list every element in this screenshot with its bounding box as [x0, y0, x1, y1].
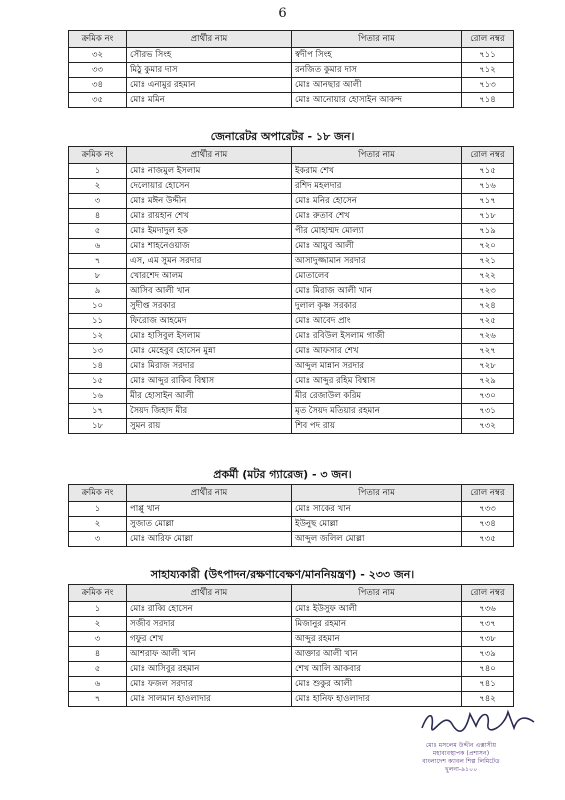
header-roll: রোল নম্বর [462, 485, 514, 502]
cell-candidate-name: গফুর শেখ [127, 632, 292, 647]
cell-serial: ৮ [69, 269, 127, 284]
cell-father-name: মোঃ আয়ুব আলী [292, 239, 462, 254]
table-row [69, 662, 514, 677]
stamp-line: বাংলাদেশ ক্যাবল শিল্প লিমিটেড [422, 758, 500, 765]
cell-father-name: ইউনুছ মোল্লা [292, 517, 462, 532]
cell-roll: ৭১৪ [462, 93, 514, 108]
table-row [69, 179, 514, 194]
stamp-line: খুলনা-৯১০০ [444, 766, 478, 773]
cell-candidate-name: মোঃ আসিবুর রহমান [127, 662, 292, 677]
table-row [69, 502, 514, 517]
cell-candidate-name: মোঃ নাজমুল ইসলাম [127, 164, 292, 179]
cell-roll: ৭৩৭ [462, 617, 514, 632]
table-row [69, 224, 514, 239]
cell-candidate-name: সৌরভ সিংহ [127, 48, 292, 63]
cell-candidate-name: মোঃ এনামুর রহমান [127, 78, 292, 93]
cell-father-name: মোতালেব [292, 269, 462, 284]
cell-father-name: মোঃ সাকের খান [292, 502, 462, 517]
table-row [69, 284, 514, 299]
cell-father-name: মোঃ রবিউল ইসলাম গাজী [292, 329, 462, 344]
header-father: পিতার নাম [292, 31, 462, 48]
cell-candidate-name: মোঃ রাব্বি হোসেন [127, 602, 292, 617]
cell-roll: ৭৩৫ [462, 532, 514, 547]
cell-roll: ৭৩০ [462, 389, 514, 404]
table-row [69, 677, 514, 692]
cell-roll: ৭৩৬ [462, 602, 514, 617]
cell-roll: ৭২৮ [462, 359, 514, 374]
cell-roll: ৭১৩ [462, 78, 514, 93]
cell-serial: ৬ [69, 239, 127, 254]
cell-serial: ৫ [69, 662, 127, 677]
cell-father-name: আব্দুর রহমান [292, 632, 462, 647]
section-heading-generator-operator: জেনারেটর অপারেটর - ১৮ জন। [210, 130, 355, 143]
cell-candidate-name: মোঃ আব্দুর রাকিব বিশ্বাস [127, 374, 292, 389]
table-row [69, 359, 514, 374]
cell-candidate-name: সজীব সরদার [127, 617, 292, 632]
cell-candidate-name: আশরাফ আলী খান [127, 647, 292, 662]
cell-roll: ৭১৭ [462, 194, 514, 209]
cell-father-name: মোঃ ইউসুফ আলী [292, 602, 462, 617]
page-number: 6 [278, 6, 287, 21]
table-row [69, 647, 514, 662]
table-generator-operator [68, 146, 514, 434]
cell-roll: ৭৩৯ [462, 647, 514, 662]
header-serial: ক্রমিক নং [69, 485, 127, 502]
header-name: প্রার্থীর নাম [127, 585, 292, 602]
cell-roll: ৭৩৪ [462, 517, 514, 532]
table-row [69, 78, 514, 93]
cell-candidate-name: মোঃ মিরাজ সরদার [127, 359, 292, 374]
cell-roll: ৭৪১ [462, 677, 514, 692]
header-roll: রোল নম্বর [462, 31, 514, 48]
cell-father-name: মোঃ আনোয়ার হোসাইন আকন্দ [292, 93, 462, 108]
cell-serial: ১৪ [69, 359, 127, 374]
cell-roll: ৭২১ [462, 254, 514, 269]
cell-candidate-name: ফিরোজ আহমেদ [127, 314, 292, 329]
stamp-line: মোঃ মসলেম উদ্দীন এক্সাসীয় [425, 742, 497, 749]
table-row [69, 602, 514, 617]
cell-serial: ৩ [69, 194, 127, 209]
header-serial: ক্রমিক নং [69, 585, 127, 602]
cell-father-name: মোঃ হানিফ হাওলাদার [292, 692, 462, 707]
cell-candidate-name: সুদীপ্ত সরকার [127, 299, 292, 314]
cell-father-name: পীর মোহাম্মদ মোল্যা [292, 224, 462, 239]
cell-candidate-name: মোঃ সালমান হাওলাদার [127, 692, 292, 707]
cell-roll: ৭২৭ [462, 344, 514, 359]
cell-serial: ৩৩ [69, 63, 127, 78]
cell-roll: ৭২২ [462, 269, 514, 284]
cell-candidate-name: মোঃ আরিফ মোল্লা [127, 532, 292, 547]
cell-roll: ৭৪০ [462, 662, 514, 677]
table-row [69, 93, 514, 108]
cell-serial: ১১ [69, 314, 127, 329]
header-name: প্রার্থীর নাম [127, 485, 292, 502]
table-row [69, 314, 514, 329]
header-father: পিতার নাম [292, 485, 462, 502]
cell-father-name: মৃত সৈয়দ মতিয়ার রহমান [292, 404, 462, 419]
cell-candidate-name: মিঠু কুমার দাস [127, 63, 292, 78]
cell-father-name: মোঃ আফসার শেখ [292, 344, 462, 359]
cell-father-name: মোঃ আনছার আলী [292, 78, 462, 93]
cell-roll: ৭১১ [462, 48, 514, 63]
cell-candidate-name: সুজাত মোল্লা [127, 517, 292, 532]
cell-candidate-name: মোঃ ফজল সরদার [127, 677, 292, 692]
table-row [69, 389, 514, 404]
cell-serial: ১৮ [69, 419, 127, 434]
cell-serial: ৪ [69, 209, 127, 224]
cell-serial: ২ [69, 517, 127, 532]
cell-serial: ১৭ [69, 404, 127, 419]
cell-roll: ৭২৯ [462, 374, 514, 389]
table-row [69, 48, 514, 63]
cell-father-name: দুলাল কৃষ্ণ সরকার [292, 299, 462, 314]
cell-roll: ৭৩৮ [462, 632, 514, 647]
cell-father-name: মোঃ রুতাব শেখ [292, 209, 462, 224]
table-row [69, 329, 514, 344]
table-row [69, 692, 514, 707]
cell-candidate-name: এস, এম সুমন সরদার [127, 254, 292, 269]
cell-roll: ৭১২ [462, 63, 514, 78]
cell-roll: ৭৪২ [462, 692, 514, 707]
cell-serial: ১০ [69, 299, 127, 314]
cell-serial: ৭ [69, 254, 127, 269]
cell-candidate-name: খোরশেদ আলম [127, 269, 292, 284]
table-row [69, 254, 514, 269]
signature [418, 706, 538, 734]
cell-father-name: স্বদীপ সিংহ [292, 48, 462, 63]
cell-roll: ৭১৫ [462, 164, 514, 179]
cell-father-name: শিব পদ রায় [292, 419, 462, 434]
cell-roll: ৭২৫ [462, 314, 514, 329]
table-row [69, 419, 514, 434]
cell-candidate-name: মোঃ মেহেবুব হোসেন মুন্না [127, 344, 292, 359]
cell-candidate-name: আসিব আলী খান [127, 284, 292, 299]
cell-serial: ২ [69, 617, 127, 632]
cell-roll: ৭৩৩ [462, 502, 514, 517]
table-row [69, 299, 514, 314]
table-header [69, 585, 514, 602]
cell-candidate-name: মোঃ ইমদাদুল হক [127, 224, 292, 239]
cell-father-name: ইকরাম শেখ [292, 164, 462, 179]
cell-roll: ৭১৯ [462, 224, 514, 239]
table-header [69, 147, 514, 164]
header-name: প্রার্থীর নাম [127, 31, 292, 48]
cell-candidate-name: মোঃ মঈন উদ্দীন [127, 194, 292, 209]
cell-serial: ২ [69, 179, 127, 194]
cell-candidate-name: পাপ্পু খান [127, 502, 292, 517]
table-row [69, 269, 514, 284]
cell-father-name: রনজিত কুমার দাস [292, 63, 462, 78]
stamp-line: মহাব্যবস্থাপক (প্রশাসন) [432, 750, 490, 757]
cell-serial: ১ [69, 164, 127, 179]
cell-serial: ১২ [69, 329, 127, 344]
cell-roll: ৭২৬ [462, 329, 514, 344]
table-row [69, 617, 514, 632]
cell-father-name: মোঃ আবেদ প্রাং [292, 314, 462, 329]
table-row [69, 239, 514, 254]
cell-serial: ৭ [69, 692, 127, 707]
cell-roll: ৭১৬ [462, 179, 514, 194]
header-serial: ক্রমিক নং [69, 147, 127, 164]
cell-father-name: মোঃ মিরাজ আলী খান [292, 284, 462, 299]
cell-serial: ৩২ [69, 48, 127, 63]
table-header [69, 31, 514, 48]
cell-serial: ১৫ [69, 374, 127, 389]
cell-father-name: মোঃ মনির হোসেন [292, 194, 462, 209]
table-row [69, 209, 514, 224]
cell-serial: ৪ [69, 647, 127, 662]
cell-roll: ৭৩১ [462, 404, 514, 419]
cell-candidate-name: সুমন রায় [127, 419, 292, 434]
header-father: পিতার নাম [292, 147, 462, 164]
cell-father-name: আব্দুল জলিল মোল্লা [292, 532, 462, 547]
table-row [69, 344, 514, 359]
cell-candidate-name: দেলোয়ার হোসেন [127, 179, 292, 194]
header-name: প্রার্থীর নাম [127, 147, 292, 164]
table-row [69, 194, 514, 209]
cell-serial: ৯ [69, 284, 127, 299]
table-row [69, 532, 514, 547]
cell-father-name: শেখ আলি আকবার [292, 662, 462, 677]
cell-serial: ১ [69, 502, 127, 517]
cell-father-name: মোঃ শুকুর আলী [292, 677, 462, 692]
header-serial: ক্রমিক নং [69, 31, 127, 48]
cell-father-name: আক্তার আলী খান [292, 647, 462, 662]
cell-roll: ৭২০ [462, 239, 514, 254]
table-row [69, 164, 514, 179]
header-roll: রোল নম্বর [462, 585, 514, 602]
cell-serial: ১৩ [69, 344, 127, 359]
section-heading-helper: সাহায্যকারী (উৎপাদন/রক্ষণাবেক্ষণ/মাননিয়ন্ত্রণ) - ২৩৩ জন। [150, 568, 415, 581]
cell-father-name: মোঃ আব্দুর রহিম বিশ্বাস [292, 374, 462, 389]
cell-serial: ১ [69, 602, 127, 617]
cell-candidate-name: মোঃ শাহনেওয়াজ [127, 239, 292, 254]
table-motor-garage [68, 484, 514, 547]
cell-father-name: রশিদ মহলদার [292, 179, 462, 194]
cell-serial: ৬ [69, 677, 127, 692]
table-row [69, 632, 514, 647]
cell-father-name: মিজানুর রহমান [292, 617, 462, 632]
cell-candidate-name: সৈয়দ জিহাদ মীর [127, 404, 292, 419]
cell-candidate-name: মীর হোসাইন আলী [127, 389, 292, 404]
table-helper [68, 584, 514, 707]
table-row [69, 63, 514, 78]
cell-serial: ৩৫ [69, 93, 127, 108]
cell-serial: ৩৪ [69, 78, 127, 93]
cell-roll: ৭২৪ [462, 299, 514, 314]
cell-roll: ৭৩২ [462, 419, 514, 434]
cell-serial: ৩ [69, 532, 127, 547]
table-1 [68, 30, 514, 108]
header-roll: রোল নম্বর [462, 147, 514, 164]
table-row [69, 517, 514, 532]
cell-roll: ৭১৮ [462, 209, 514, 224]
cell-candidate-name: মোঃ হাসিবুল ইসলাম [127, 329, 292, 344]
cell-father-name: আব্দুল মান্নান সরদার [292, 359, 462, 374]
cell-candidate-name: মোঃ মমিন [127, 93, 292, 108]
table-row [69, 374, 514, 389]
cell-serial: ৩ [69, 632, 127, 647]
section-heading-motor-garage: প্রকর্মী (মটর গ্যারেজ) - ৩ জন। [213, 468, 352, 481]
header-father: পিতার নাম [292, 585, 462, 602]
official-stamp [386, 742, 536, 774]
table-row [69, 404, 514, 419]
cell-father-name: মীর রেজাউল করিম [292, 389, 462, 404]
cell-father-name: আসাদুজ্জামান সরদার [292, 254, 462, 269]
cell-serial: ১৬ [69, 389, 127, 404]
cell-roll: ৭২৩ [462, 284, 514, 299]
cell-serial: ৫ [69, 224, 127, 239]
cell-candidate-name: মোঃ রায়হান শেখ [127, 209, 292, 224]
table-header [69, 485, 514, 502]
